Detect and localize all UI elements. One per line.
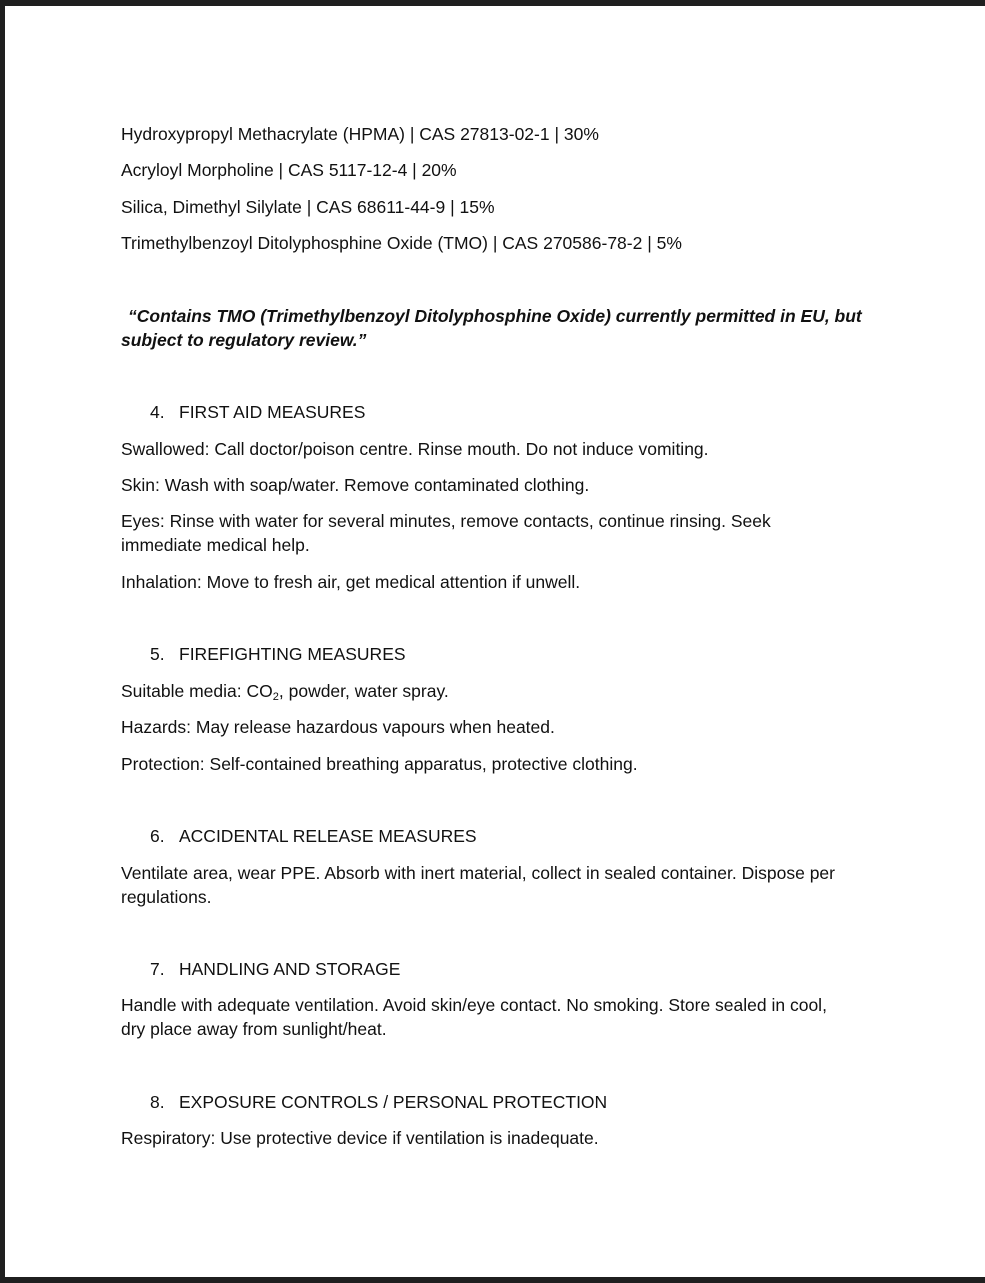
section-number: 7. [150, 959, 165, 979]
section-title: EXPOSURE CONTROLS / PERSONAL PROTECTION [179, 1092, 608, 1112]
section-title: ACCIDENTAL RELEASE MEASURES [179, 826, 477, 846]
section-heading-exposure-controls [150, 1090, 607, 1114]
section-title: HANDLING AND STORAGE [179, 959, 401, 979]
first-aid-line: Inhalation: Move to fresh air, get medical attention if unwell. [121, 572, 581, 592]
section-heading-handling-storage [150, 957, 400, 981]
firefighting-media-line [121, 679, 871, 703]
ingredient-line: Silica, Dimethyl Silylate | CAS 68611-44-9 | 15% [121, 197, 495, 217]
document-page [5, 6, 985, 1277]
handling-storage-line: Handle with adequate ventilation. Avoid skin/eye contact. No smoking. Store sealed in cool, dry place away from sunlight/heat. [121, 995, 827, 1039]
section-heading-accidental-release [150, 824, 477, 848]
section-number: 6. [150, 826, 165, 846]
section-title: FIREFIGHTING MEASURES [179, 644, 406, 664]
firefighting-line: Protection: Self-contained breathing apparatus, protective clothing. [121, 754, 638, 774]
section-number: 5. [150, 644, 165, 664]
section-title: FIRST AID MEASURES [179, 402, 366, 422]
section-number: 8. [150, 1092, 165, 1112]
first-aid-line: Eyes: Rinse with water for several minutes, remove contacts, continue rinsing. Seek immediate medical help. [121, 511, 771, 555]
media-subscript: 2 [272, 691, 279, 703]
ingredient-line: Acryloyl Morpholine | CAS 5117-12-4 | 20% [121, 160, 457, 180]
ingredient-line: Trimethylbenzoyl Ditolyphosphine Oxide (TMO) | CAS 270586-78-2 | 5% [121, 233, 682, 253]
section-heading-firefighting [150, 642, 406, 666]
accidental-release-line: Ventilate area, wear PPE. Absorb with inert material, collect in sealed container. Dispose per regulations. [121, 863, 835, 907]
media-prefix: Suitable media: CO [121, 681, 273, 701]
section-number: 4. [150, 402, 165, 422]
exposure-controls-line: Respiratory: Use protective device if ventilation is inadequate. [121, 1128, 599, 1148]
firefighting-line: Hazards: May release hazardous vapours when heated. [121, 717, 555, 737]
first-aid-line: Swallowed: Call doctor/poison centre. Rinse mouth. Do not induce vomiting. [121, 439, 709, 459]
media-suffix: , powder, water spray. [278, 681, 449, 701]
ingredient-line: Hydroxypropyl Methacrylate (HPMA) | CAS 27813-02-1 | 30% [121, 124, 599, 144]
regulatory-note: “Contains TMO (Trimethylbenzoyl Ditolyphosphine Oxide) currently permitted in EU, but subject to regulatory review.” [121, 306, 862, 350]
first-aid-line: Skin: Wash with soap/water. Remove contaminated clothing. [121, 475, 590, 495]
section-heading-first-aid [150, 400, 365, 424]
